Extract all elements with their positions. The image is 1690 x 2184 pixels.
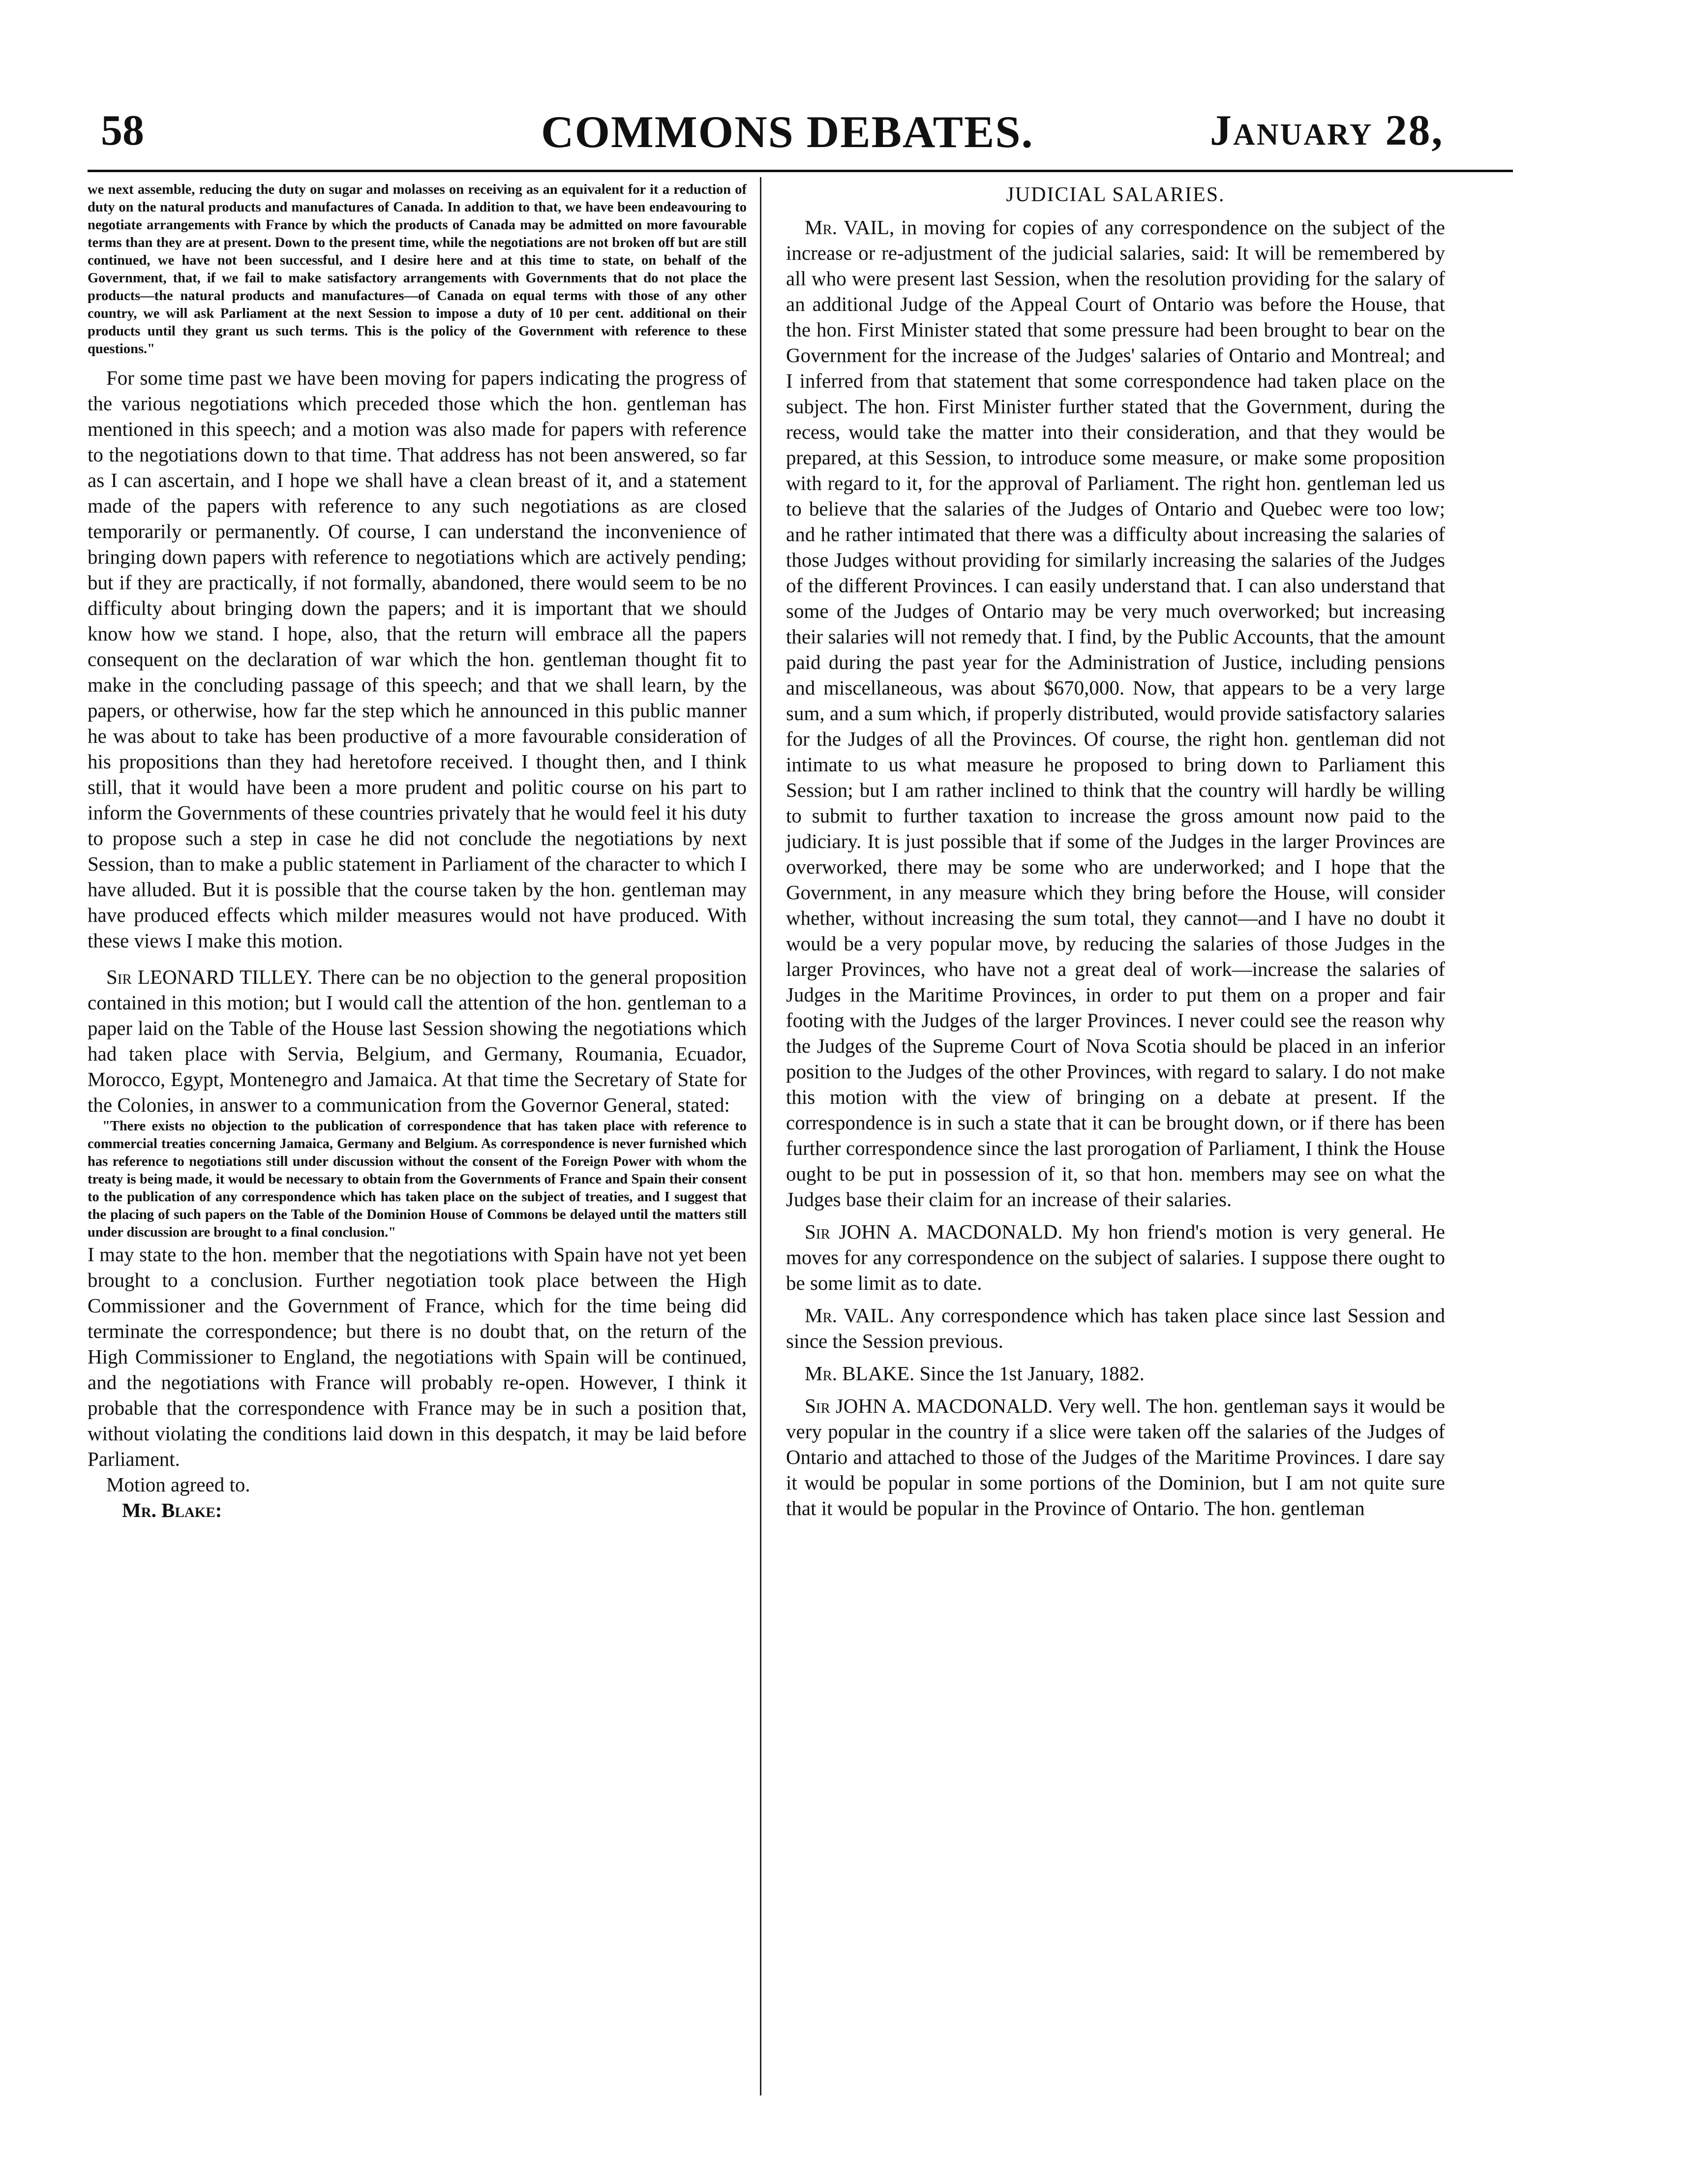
tilley-text: There can be no objection to the general proposition contained in this motion; but I would call the attention of the hon. gentleman to a paper laid on the Table of the House last Session showing the negotiations which had taken place with Servia, Belgium, and Germany, Roumania, Ecuador, Morocco, Egypt, Montenegro and Jamaica. At that time the Secretary of State for the Colonies, in answer to a communication from the Governor General, stated: bbox=[88, 966, 747, 1116]
speaker-blake: Mr. BLAKE. bbox=[805, 1362, 915, 1385]
paragraph-macdonald-2 bbox=[786, 1393, 1445, 1521]
spacer bbox=[88, 953, 747, 964]
spacer bbox=[88, 358, 747, 365]
section-title: JUDICIAL SALARIES. bbox=[1006, 183, 1225, 206]
vail-text: in moving for copies of any correspondence on the subject of the increase or re-adjustment of the judicial salaries, said: It will be remembered by all who were present last Session, when the resolution providing for the salary of an additional Judge of the Appeal Court of Ontario was before the House, that the hon. First Minister stated that some pressure had been brought to bear on the Government for the increase of the Judges' salaries of Ontario and Montreal; and I inferred from that statement that some correspondence had taken place on the subject. The hon. First Minister further stated that the Government, during the recess, would take the matter into their consideration, and that they would be prepared, at this Session, to introduce some measure, or make some proposition with regard to it, for the approval of Parliament. The right hon. gentleman led us to believe that the salaries of the Judges of Ontario and Quebec were too low; and he rather intimated that there was a difficulty about increasing the salaries of those Judges without providing for similarly increasing the salaries of the Judges of the different Provinces. I can easily understand that. I can also understand that some of the Judges of Ontario may be very much overworked; but increasing their salaries will not remedy that. I find, by the Public Accounts, that the amount paid during the past year for the Administration of Justice, including pensions and miscellaneous, was about $670,000. Now, that appears to be a very large sum, and a sum which, if properly distributed, would provide satisfactory salaries for the Judges of all the Provinces. Of course, the right hon. gentleman did not intimate to us what measure he proposed to bring down to Parliament this Session; but I am rather inclined to think that the country will hardly be willing to submit to further taxation to increase the gross amount now paid to the judiciary. It is just possible that if some of the Judges in the larger Provinces are overworked, there may be some who are underworked; and I hope that the Government, in any measure which they bring before the House, will consider whether, without increasing the sum total, they cannot—and I have no doubt it would be a very popular move, by reducing the salaries of those Judges in the larger Provinces, who have not a great deal of work—increase the salaries of Judges in the Maritime Provinces, in order to put them on a proper and fair footing with the Judges of the larger Provinces. I never could see the reason why the Judges of the Supreme Court of Nova Scotia should be placed in an inferior position to the Judges of the other Provinces, with regard to salary. I do not make this motion with the view of bringing on a debate at present. If the correspondence is in such a state that it can be brought down, or if there has been further correspondence since the last prorogation of Parliament, I think the House ought to be put in possession of it, so that hon. members may see on what the Judges base their claim for an increase of their salaries. bbox=[786, 216, 1445, 1211]
paragraph-vail-2 bbox=[786, 1303, 1445, 1354]
speaker-macdonald-1: Sir JOHN A. MACDONALD. bbox=[805, 1220, 1063, 1243]
header-rule bbox=[88, 170, 1513, 172]
vail-2-text: Any correspondence which has taken place since last Session and since the Session previous. bbox=[786, 1304, 1445, 1352]
speaker-tilley: Sir LEONARD TILLEY. bbox=[106, 966, 313, 988]
page-number: 58 bbox=[101, 107, 144, 154]
column-divider bbox=[760, 177, 761, 2095]
spacer bbox=[786, 1354, 1445, 1361]
paragraph-blake-motion: For some time past we have been moving for papers indicating the progress of the various negotiations which preceded those which the hon. gentleman has mentioned in this speech; and a motion was also made for papers with reference to the negotiations down to that time. That address has not been answered, so far as I can ascertain, and I hope we shall have a clean breast of it, and a statement made of the papers with reference to any such negotiations as are closed temporarily or permanently. Of course, I can understand the inconvenience of bringing down papers with reference to negotiations which are actively pending; but if they are practically, if not formally, abandoned, there would seem to be no difficulty about bringing down the papers; and it is important that we should know how we stand. I hope, also, that the return will embrace all the papers consequent on the declaration of war which the hon. gentleman thought fit to make in the concluding passage of this speech; and that we shall learn, by the papers, or otherwise, how far the step which he announced in this public manner he was about to take has been productive of a more favourable consideration of his propositions than they had heretofore received. I thought then, and I think still, that it would have been a more prudent and politic course on his part to inform the Governments of these countries privately that he would feel it his duty to propose such a step in case he did not conclude the negotiations by next Session, than to make a public statement in Parliament of the character to which I have alluded. But it is possible that the course taken by the hon. gentleman may have produced effects which milder measures would not have produced. With these views I make this motion. bbox=[88, 366, 747, 952]
spacer bbox=[786, 1386, 1445, 1393]
spacer bbox=[786, 1212, 1445, 1219]
speaker-vail: Mr. VAIL, bbox=[805, 216, 895, 239]
paragraph-blake bbox=[786, 1361, 1445, 1386]
right-column bbox=[786, 181, 1445, 1521]
paragraph-macdonald-1 bbox=[786, 1219, 1445, 1296]
left-column bbox=[88, 181, 747, 1523]
macdonald-1-text: My hon friend's motion is very general. He moves for any correspondence on the subject of salaries. I suppose there ought to be some limit as to date. bbox=[786, 1220, 1445, 1294]
speaker-vail-2: Mr. VAIL. bbox=[805, 1304, 895, 1327]
speaker-macdonald-2: Sir JOHN A. MACDONALD. bbox=[805, 1395, 1053, 1417]
trailing-speaker: Mr. Blake: bbox=[122, 1499, 222, 1521]
macdonald-2-text: Very well. The hon. gentleman says it would be very popular in the country if a slice were taken off the salaries of the Judges of Ontario and attached to those of the Judges of the Maritime Provinces. I dare say it would be popular in some portions of the Dominion, but I am not quite sure that it would be popular in the Province of Ontario. The hon. gentleman bbox=[786, 1395, 1445, 1519]
paragraph-negotiations: I may state to the hon. member that the negotiations with Spain have not yet been brought to a conclusion. Further negotiation took place between the High Commissioner and the Government of France, which for the time being did terminate the correspondence; but there is no doubt that, on the return of the High Commissioner to England, the negotiations with Spain will be continued, and the negotiations with France will probably re-open. However, I think it probable that the correspondence with France may be in such a position that, without violating the conditions laid down in this despatch, it may be laid before Parliament. bbox=[88, 1243, 747, 1470]
quote-policy: we next assemble, reducing the duty on sugar and molasses on receiving as an equivalent for it a reduction of duty on the natural products and manufactures of Canada. In addition to that, we have been endeavouring to negotiate arrangements with France by which the products of Canada may be admitted on more favourable terms than they are at present. Down to the present time, while the negotiations are not broken off but are still continued, we have not been successful, and I desire here and at this time to state, on behalf of the Government, that, if we fail to make satisfactory arrangements with Governments that do not place the products—the natural products and manufactures—of Canada on equal terms with those of any other country, we will ask Parliament at the next Session to impose a duty of 10 per cent. additional on their products until they grant us such terms. This is the policy of the Government with reference to these questions." bbox=[88, 182, 747, 357]
quote-colonies: "There exists no objection to the publication of correspondence that has taken place with reference to commercial treaties concerning Jamaica, Germany and Belgium. As correspondence is never furnished which has reference to negotiations still under discussion without the consent of the Foreign Power with whom the treaty is being made, it would be necessary to obtain from the Governments of France and Spain their consent to the publication of any correspondence which has taken place on the subject of treaties, and I suggest that the placing of such papers on the Table of the Dominion House of Commons be delayed until the matters still under discussion are brought to a final conclusion." bbox=[88, 1119, 747, 1240]
page-date: January 28, bbox=[1210, 107, 1444, 154]
blake-text: Since the 1st January, 1882. bbox=[914, 1362, 1145, 1385]
paragraph-vail bbox=[786, 214, 1445, 1212]
spacer bbox=[786, 1296, 1445, 1303]
motion-agreed: Motion agreed to. bbox=[106, 1473, 250, 1496]
page-title: COMMONS DEBATES. bbox=[541, 107, 1034, 157]
paragraph-tilley bbox=[88, 964, 747, 1118]
